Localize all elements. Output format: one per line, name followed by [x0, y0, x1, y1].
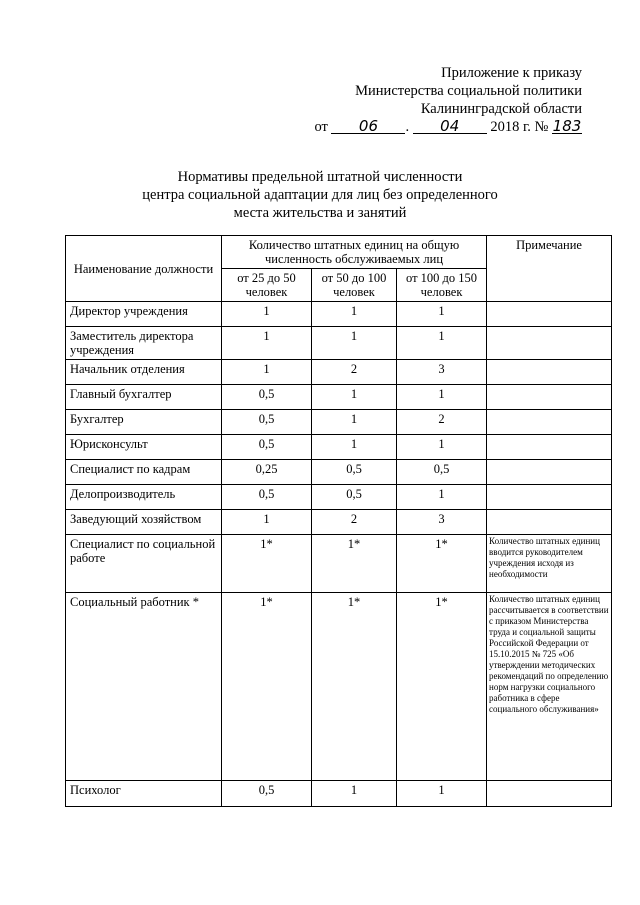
row-note	[487, 302, 612, 327]
position-name: Заместитель директора учреждения	[66, 327, 222, 360]
count-100-150: 1	[397, 302, 487, 327]
count-25-50: 0,5	[222, 781, 312, 807]
count-50-100: 0,5	[312, 460, 397, 485]
count-100-150: 1*	[397, 593, 487, 781]
table-row	[66, 302, 612, 327]
header-range-100-150: от 100 до 150 человек	[397, 269, 487, 302]
count-100-150: 1	[397, 781, 487, 807]
table-row	[66, 460, 612, 485]
row-note	[487, 327, 612, 360]
table-row	[66, 593, 612, 781]
row-note	[487, 435, 612, 460]
row-note	[487, 385, 612, 410]
row-note	[487, 410, 612, 435]
order-number: 183	[552, 117, 582, 135]
title-line-3: места жительства и занятий	[233, 205, 407, 221]
position-name: Заведующий хозяйством	[66, 510, 222, 535]
table-row	[66, 485, 612, 510]
order-day: 06	[331, 119, 405, 134]
count-25-50: 0,25	[222, 460, 312, 485]
position-name: Директор учреждения	[66, 302, 222, 327]
position-name: Социальный работник *	[66, 593, 222, 781]
count-50-100: 1	[312, 302, 397, 327]
position-name: Делопроизводитель	[66, 485, 222, 510]
position-name: Специалист по кадрам	[66, 460, 222, 485]
header-range-50-100: от 50 до 100 человек	[312, 269, 397, 302]
position-name: Главный бухгалтер	[66, 385, 222, 410]
header-staff-count: Количество штатных единиц на общую численность обслуживаемых лиц	[222, 236, 487, 269]
count-50-100: 2	[312, 360, 397, 385]
count-50-100: 1*	[312, 535, 397, 593]
table-row	[66, 535, 612, 593]
table-row	[66, 360, 612, 385]
table-row	[66, 327, 612, 360]
count-100-150: 2	[397, 410, 487, 435]
row-note: Количество штатных единиц вводится руководителем учреждения исходя из необходимости	[487, 535, 612, 593]
appendix-line-3: Калининградской области	[420, 101, 582, 117]
count-50-100: 1*	[312, 593, 397, 781]
row-note	[487, 360, 612, 385]
order-month: 04	[413, 119, 487, 134]
count-100-150: 1	[397, 385, 487, 410]
table-row	[66, 410, 612, 435]
count-25-50: 1*	[222, 535, 312, 593]
position-name: Специалист по социальной работе	[66, 535, 222, 593]
count-100-150: 1	[397, 327, 487, 360]
count-100-150: 3	[397, 360, 487, 385]
count-100-150: 1*	[397, 535, 487, 593]
staffing-table	[65, 235, 612, 807]
count-50-100: 1	[312, 435, 397, 460]
count-25-50: 0,5	[222, 385, 312, 410]
appendix-line-2: Министерства социальной политики	[355, 83, 582, 99]
document-title	[0, 168, 640, 222]
appendix-line-1: Приложение к приказу	[441, 65, 582, 81]
row-note	[487, 510, 612, 535]
count-25-50: 0,5	[222, 435, 312, 460]
header-range-25-50: от 25 до 50 человек	[222, 269, 312, 302]
count-50-100: 1	[312, 327, 397, 360]
count-25-50: 0,5	[222, 485, 312, 510]
title-line-1: Нормативы предельной штатной численности	[177, 169, 463, 185]
count-100-150: 0,5	[397, 460, 487, 485]
header-note: Примечание	[487, 236, 612, 302]
count-50-100: 1	[312, 410, 397, 435]
position-name: Бухгалтер	[66, 410, 222, 435]
position-name: Психолог	[66, 781, 222, 807]
header-position: Наименование должности	[66, 236, 222, 302]
count-25-50: 1	[222, 302, 312, 327]
row-note	[487, 485, 612, 510]
table-row	[66, 385, 612, 410]
title-line-2: центра социальной адаптации для лиц без определенного	[142, 187, 498, 203]
date-prefix: от	[314, 119, 328, 135]
table-row	[66, 510, 612, 535]
count-25-50: 1*	[222, 593, 312, 781]
position-name: Начальник отделения	[66, 360, 222, 385]
count-100-150: 1	[397, 485, 487, 510]
order-date-line: от 06 . 04 2018 г. № 183	[314, 117, 582, 135]
count-50-100: 1	[312, 781, 397, 807]
count-50-100: 0,5	[312, 485, 397, 510]
appendix-block	[314, 64, 582, 136]
count-25-50: 1	[222, 510, 312, 535]
table-row	[66, 781, 612, 807]
table-row	[66, 435, 612, 460]
order-year: 2018 г. №	[490, 119, 549, 135]
count-100-150: 3	[397, 510, 487, 535]
row-note	[487, 781, 612, 807]
count-50-100: 1	[312, 385, 397, 410]
count-25-50: 1	[222, 360, 312, 385]
row-note	[487, 460, 612, 485]
count-50-100: 2	[312, 510, 397, 535]
row-note: Количество штатных единиц рассчитывается в соответствии с приказом Министерства труда и социальной защиты Российской Федерации от 15.10.2015 № 725 «Об утверждении методических рекомендаций по определению норм нагрузки социального работника в сфере социального обслуживания»	[487, 593, 612, 781]
count-100-150: 1	[397, 435, 487, 460]
count-25-50: 1	[222, 327, 312, 360]
position-name: Юрисконсульт	[66, 435, 222, 460]
count-25-50: 0,5	[222, 410, 312, 435]
